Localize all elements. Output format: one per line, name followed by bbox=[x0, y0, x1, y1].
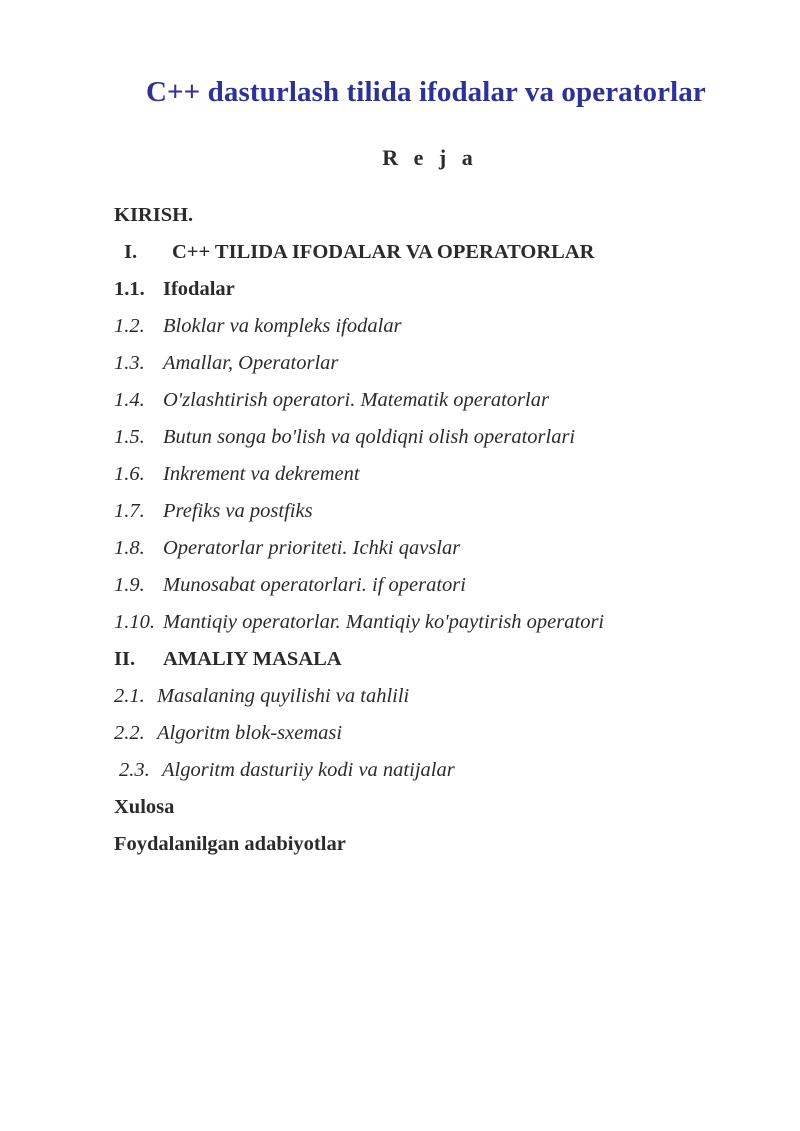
toc-number: 1.7. bbox=[114, 500, 145, 522]
toc-text: O'zlashtirish operatori. Matematik operatorlar bbox=[163, 389, 549, 411]
toc-number: I. bbox=[124, 241, 138, 263]
toc-text: Algoritm blok-sxemasi bbox=[157, 722, 343, 744]
plan-heading: R e j a bbox=[382, 145, 478, 170]
toc-item-intro bbox=[114, 200, 754, 237]
toc-item-1-3 bbox=[114, 348, 754, 385]
toc-text: KIRISH. bbox=[114, 204, 194, 226]
toc-item-1-5 bbox=[114, 422, 754, 459]
toc-text: Ifodalar bbox=[163, 278, 235, 300]
toc-item-1-2 bbox=[114, 311, 754, 348]
toc-number: 2.3. bbox=[119, 759, 150, 781]
document-title: C++ dasturlash tilida ifodalar va operatorlar bbox=[146, 76, 706, 108]
toc-text: AMALIY MASALA bbox=[163, 648, 342, 670]
toc-item-2-1 bbox=[114, 681, 754, 718]
toc-number: 1.1. bbox=[114, 278, 145, 300]
toc-number: 2.2. bbox=[114, 722, 145, 744]
toc-item-2-2 bbox=[114, 718, 754, 755]
toc-text: Bloklar va kompleks ifodalar bbox=[163, 315, 402, 337]
toc-text: Xulosa bbox=[114, 796, 175, 818]
toc-text: Amallar, Operatorlar bbox=[163, 352, 339, 374]
toc-item-references bbox=[114, 829, 754, 866]
toc-number: 1.3. bbox=[114, 352, 145, 374]
table-of-contents bbox=[114, 200, 754, 866]
toc-number: 1.2. bbox=[114, 315, 145, 337]
toc-text: Operatorlar prioriteti. Ichki qavslar bbox=[163, 537, 461, 559]
toc-text: C++ TILIDA IFODALAR VA OPERATORLAR bbox=[172, 241, 595, 263]
toc-item-1-6 bbox=[114, 459, 754, 496]
toc-text: Mantiqiy operatorlar. Mantiqiy ko'paytirish operatori bbox=[163, 611, 605, 633]
toc-item-1-10 bbox=[114, 607, 754, 644]
toc-item-1-8 bbox=[114, 533, 754, 570]
toc-item-section-2 bbox=[114, 644, 754, 681]
toc-text: Prefiks va postfiks bbox=[163, 500, 313, 522]
toc-number: 1.8. bbox=[114, 537, 145, 559]
toc-number: II. bbox=[114, 648, 136, 670]
toc-item-1-4 bbox=[114, 385, 754, 422]
toc-text: Munosabat operatorlari. if operatori bbox=[163, 574, 466, 596]
toc-text: Foydalanilgan adabiyotlar bbox=[114, 833, 346, 855]
toc-item-section-1 bbox=[114, 237, 754, 274]
toc-number: 1.4. bbox=[114, 389, 145, 411]
toc-number: 1.5. bbox=[114, 426, 145, 448]
toc-text: Masalaning quyilishi va tahlili bbox=[157, 685, 410, 707]
toc-item-2-3 bbox=[114, 755, 754, 792]
toc-item-conclusion bbox=[114, 792, 754, 829]
toc-text: Algoritm dasturiiy kodi va natijalar bbox=[162, 759, 455, 781]
toc-item-1-1 bbox=[114, 274, 754, 311]
toc-number: 1.9. bbox=[114, 574, 145, 596]
toc-item-1-9 bbox=[114, 570, 754, 607]
toc-text: Inkrement va dekrement bbox=[163, 463, 360, 485]
toc-number: 2.1. bbox=[114, 685, 145, 707]
toc-number: 1.10. bbox=[114, 611, 155, 633]
toc-item-1-7 bbox=[114, 496, 754, 533]
toc-number: 1.6. bbox=[114, 463, 145, 485]
toc-text: Butun songa bo'lish va qoldiqni olish operatorlari bbox=[163, 426, 576, 448]
